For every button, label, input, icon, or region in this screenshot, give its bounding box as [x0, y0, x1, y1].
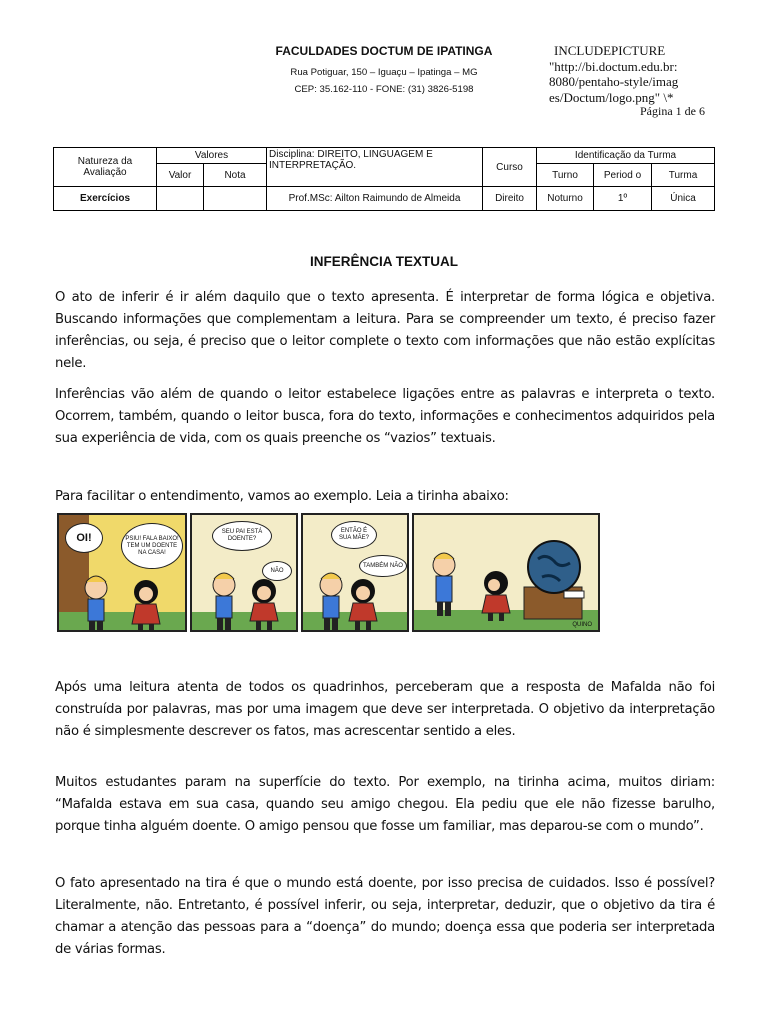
include-picture-field	[549, 43, 749, 105]
turma-value: Única	[652, 187, 715, 211]
institution-name: FACULDADES DOCTUM DE IPATINGA	[275, 44, 493, 58]
include-line: "http://bi.doctum.edu.br:	[549, 58, 678, 74]
include-line: 8080/pentaho-style/imag	[549, 74, 679, 89]
include-line: es/Doctum/logo.png" \*	[549, 89, 674, 105]
page-number: Página 1 de 6	[640, 104, 705, 118]
periodo-label: Period o	[594, 164, 652, 187]
valor-label: Valor	[157, 164, 204, 187]
speech-balloon: PSIU! FALA BAIXO! TEM UM DOENTE NA CASA!	[121, 523, 183, 569]
comic-panel-4	[412, 513, 600, 632]
valor-value	[157, 187, 204, 211]
document-title: INFERÊNCIA TEXTUAL	[310, 254, 458, 269]
comic-signature: QUINO	[572, 622, 592, 628]
natureza-value: Exercícios	[54, 187, 157, 211]
paragraph-1: O ato de inferir é ir além daquilo que o texto apresenta. É interpretar de forma lógica e objetiva. Buscando informações que complementam a leitura. Para se compreender um texto, é preciso fazer inferências, ou seja, é preciso que o leitor complete o texto com informações que não estão explícitas nele.	[55, 290, 715, 371]
comic-panel-3	[301, 513, 409, 632]
characters-image	[74, 570, 184, 632]
turno-value: Noturno	[537, 187, 594, 211]
evaluation-info-table	[53, 147, 715, 211]
turma-label: Turma	[652, 164, 715, 187]
paragraph-2: Inferências vão além de quando o leitor estabelece ligações entre as palavras e interpreta o texto. Ocorrem, também, quando o leitor busca, fora do texto, informações e conhecimentos adquiridos pela sua experiência de vida, com os quais preenche os “vazios” textuais.	[55, 387, 715, 446]
speech-balloon: SEU PAI ESTÁ DOENTE?	[212, 521, 272, 551]
comic-panel-2	[190, 513, 298, 632]
periodo-value: 1º	[594, 187, 652, 211]
characters-image	[309, 565, 399, 632]
include-line: INCLUDEPICTURE	[554, 43, 666, 58]
characters-image	[202, 565, 292, 632]
identificacao-label: Identificação da Turma	[537, 148, 715, 164]
paragraph-4: Após uma leitura atenta de todos os quadrinhos, perceberam que a resposta de Mafalda não foi construída por palavras, mas por uma imagem que deve ser interpretada. O objetivo da interpretação não é simplesmente descrever os fatos, mas acrescentar sentido a eles.	[55, 680, 715, 739]
nota-value	[204, 187, 267, 211]
world-globe-scene-image	[414, 515, 600, 632]
disciplina-label: Disciplina: DIREITO, LINGUAGEM E INTERPRETAÇÃO.	[267, 148, 483, 187]
curso-value: Direito	[483, 187, 537, 211]
comic-panel-1	[57, 513, 187, 632]
speech-balloon: OI!	[65, 523, 103, 553]
institution-address: Rua Potiguar, 150 – Iguaçu – Ipatinga – MG	[290, 67, 478, 78]
natureza-label: Natureza da Avaliação	[54, 148, 157, 187]
speech-balloon: ENTÃO É SUA MÃE?	[331, 521, 377, 549]
speech-balloon: TAMBÉM NÃO	[359, 555, 407, 577]
professor-value: Prof.MSc: Ailton Raimundo de Almeida	[267, 187, 483, 211]
mafalda-comic-strip	[57, 513, 600, 632]
paragraph-5: Muitos estudantes param na superfície do texto. Por exemplo, na tirinha acima, muitos diriam: “Mafalda estava em sua casa, quando seu amigo chegou. Ela pediu que ele não fizesse barulho, porque tinha alguém doente. O amigo pensou que fosse um familiar, mas deparou-se com o mundo”.	[55, 775, 715, 834]
turno-label: Turno	[537, 164, 594, 187]
paragraph-6: O fato apresentado na tira é que o mundo está doente, por isso precisa de cuidados. Isso é possível? Literalmente, não. Entretanto, é possível inferir, ou seja, interpretar, deduzir, que o objetivo da tira é chamar a atenção das pessoas para a “doença” do mundo; doença essa que poderia ser interpretada de várias formas.	[55, 876, 715, 957]
nota-label: Nota	[204, 164, 267, 187]
speech-balloon: NÃO	[262, 561, 292, 581]
curso-label: Curso	[483, 148, 537, 187]
valores-label: Valores	[157, 148, 267, 164]
institution-contact: CEP: 35.162-110 - FONE: (31) 3826-5198	[294, 84, 474, 95]
paragraph-3: Para facilitar o entendimento, vamos ao exemplo. Leia a tirinha abaixo:	[55, 489, 509, 504]
